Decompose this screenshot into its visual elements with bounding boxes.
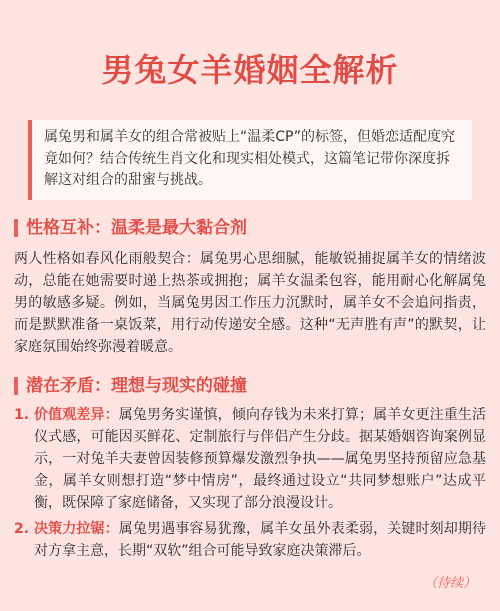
intro-callout	[28, 120, 472, 200]
list-item-body	[34, 404, 486, 514]
page-title: 男兔女羊婚姻全解析	[101, 51, 399, 89]
conflict-list	[14, 404, 486, 562]
section-heading-text: 潜在矛盾：理想与现实的碰撞	[26, 375, 247, 396]
heading-bar	[14, 219, 18, 237]
section-heading-conflicts	[14, 374, 486, 398]
section-heading-personality	[14, 216, 486, 240]
to-be-continued-note: （待续）	[423, 576, 476, 591]
list-item-body	[34, 518, 486, 562]
list-item-label: 价值观差异：	[34, 406, 119, 423]
section-paragraph-personality: 两人性格如春风化雨般契合：属兔男心思细腻，能敏锐捕捉属羊女的情绪波动，总能在她需要时递上热茶或拥抱；属羊女温柔包容，能用耐心化解属兔男的敏感多疑。例如，当属兔男因工作压力沉默时，属羊女不会追问指责，而是默默准备一桌饭菜，用行动传递安全感。这种“无声胜有声”的默契，让家庭氛围始终弥漫着暖意。	[14, 250, 486, 355]
list-item-text: 属兔男务实谨慎，倾向存钱为未来打算；属羊女更注重生活仪式感，可能因买鲜花、定制旅行与伴侣产生分歧。据某婚姻咨询案例显示，一对兔羊夫妻曾因装修预算爆发激烈争执——属兔男坚持预留应急基金，属羊女则想打造“梦中情房”，最终通过设立“共同梦想账户”达成平衡，既保障了家庭储备，又实现了部分浪漫设计。	[34, 406, 487, 511]
list-item	[14, 404, 486, 514]
list-number: 1.	[14, 406, 30, 423]
heading-bar	[14, 377, 18, 395]
list-item-label: 决策力拉锯：	[34, 520, 119, 537]
intro-text: 属兔男和属羊女的组合常被贴上“温柔CP”的标签，但婚恋适配度究竟如何？结合传统生肖文化和现实相处模式，这篇笔记带你深度拆解这对组合的甜蜜与挑战。	[44, 129, 455, 188]
list-item-text: 属兔男遇事容易犹豫，属羊女虽外表柔弱，关键时刻却期待对方拿主意，长期“双软”组合可能导致家庭决策滞后。	[34, 520, 487, 559]
list-item	[14, 518, 486, 562]
section-heading-text: 性格互补：温柔是最大黏合剂	[26, 217, 247, 238]
list-number: 2.	[14, 520, 30, 537]
